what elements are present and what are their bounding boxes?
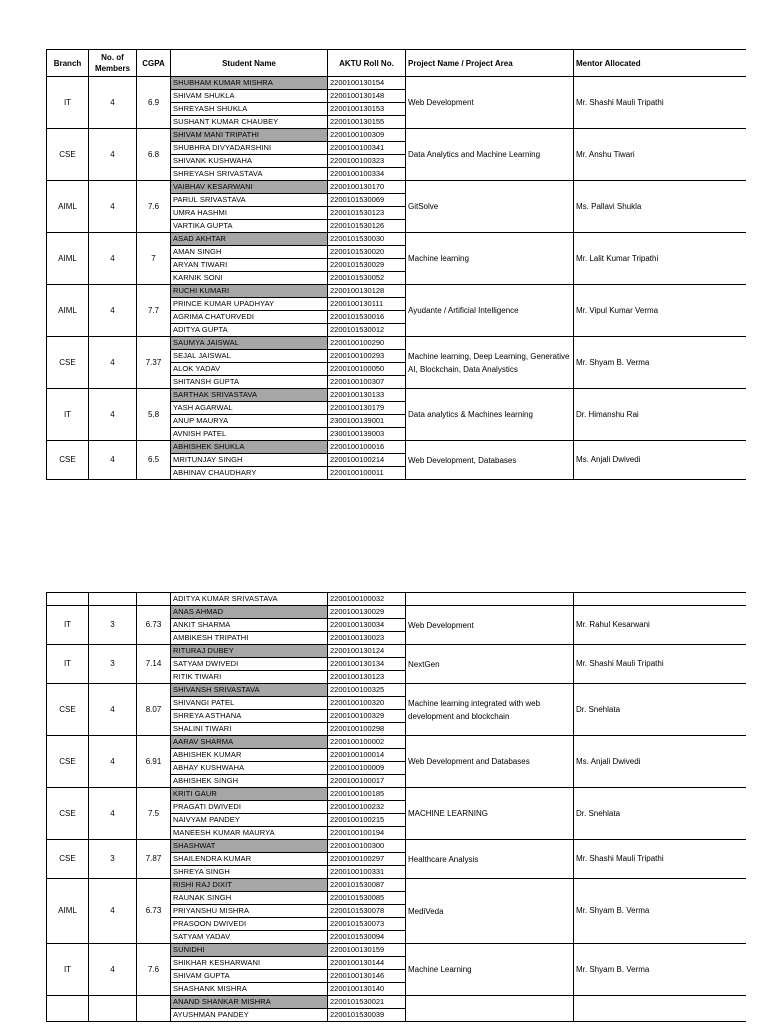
sheet-page-1 xyxy=(46,49,746,487)
branch-cell: IT xyxy=(47,389,89,441)
roll-number: 2200100130144 xyxy=(328,957,406,970)
branch-cell: CSE xyxy=(47,736,89,788)
roll-number: 2200101530016 xyxy=(328,311,406,324)
project-cell: Ayudante / Artificial Intelligence xyxy=(406,285,574,337)
members-cell: 4 xyxy=(89,684,137,736)
mentor-cell: Dr. Snehlata xyxy=(574,684,747,736)
roll-number: 2200100130134 xyxy=(328,658,406,671)
student-name: SHREYA SINGH xyxy=(171,866,328,879)
cgpa-cell: 7.87 xyxy=(137,840,171,879)
cgpa-cell: 7.7 xyxy=(137,285,171,337)
roll-number: 2200100130111 xyxy=(328,298,406,311)
members-cell: 4 xyxy=(89,736,137,788)
table-row xyxy=(47,389,747,402)
student-name: AMBIKESH TRIPATHI xyxy=(171,632,328,645)
roll-number: 2200100130148 xyxy=(328,90,406,103)
table-row xyxy=(47,879,747,892)
team-lead-name: SAUMYA JAISWAL xyxy=(171,337,328,350)
branch-cell: CSE xyxy=(47,129,89,181)
roll-number: 2200100100331 xyxy=(328,866,406,879)
sheet-page-2 xyxy=(46,592,746,1024)
roll-number: 2200101530069 xyxy=(328,194,406,207)
header-members: No. of Members xyxy=(89,50,137,77)
branch-cell: CSE xyxy=(47,337,89,389)
cgpa-cell: 6.9 xyxy=(137,77,171,129)
table-row xyxy=(47,736,747,749)
roll-number: 2200100100014 xyxy=(328,749,406,762)
student-name: SHIKHAR KESHARWANI xyxy=(171,957,328,970)
project-cell: Web Development xyxy=(406,606,574,645)
student-name: SEJAL JAISWAL xyxy=(171,350,328,363)
members-cell: 4 xyxy=(89,285,137,337)
team-lead-name: KRITI GAUR xyxy=(171,788,328,801)
student-name: ABHAY KUSHWAHA xyxy=(171,762,328,775)
team-lead-name: VAIBHAV KESARWANI xyxy=(171,181,328,194)
team-lead-name: AARAV SHARMA xyxy=(171,736,328,749)
members-cell: 4 xyxy=(89,129,137,181)
roll-number: 2300100139001 xyxy=(328,415,406,428)
branch-cell: CSE xyxy=(47,684,89,736)
student-name: SHALINI TIWARI xyxy=(171,723,328,736)
roll-number: 2200101530123 xyxy=(328,207,406,220)
members-cell: 4 xyxy=(89,337,137,389)
header-roll-no: AKTU Roll No. xyxy=(328,50,406,77)
student-name: AYUSHMAN PANDEY xyxy=(171,1009,328,1022)
header-mentor: Mentor Allocated xyxy=(574,50,747,77)
header-student-name: Student Name xyxy=(171,50,328,77)
cgpa-cell: 7.6 xyxy=(137,181,171,233)
team-lead-name: ANAS AHMAD xyxy=(171,606,328,619)
mentor-cell: Ms. Anjali Dwivedi xyxy=(574,736,747,788)
roll-number: 2200101530039 xyxy=(328,1009,406,1022)
branch-cell: AIML xyxy=(47,285,89,337)
continuation-cell xyxy=(89,593,137,606)
team-lead-name: SHASHWAT xyxy=(171,840,328,853)
roll-number: 2200100130023 xyxy=(328,632,406,645)
student-name: VARTIKA GUPTA xyxy=(171,220,328,233)
mentor-cell: Mr. Rahul Kesarwani xyxy=(574,606,747,645)
table-row xyxy=(47,233,747,246)
mentor-cell: Mr. Anshu Tiwari xyxy=(574,129,747,181)
cgpa-cell: 5.8 xyxy=(137,389,171,441)
members-cell: 4 xyxy=(89,233,137,285)
student-name: SHIVANK KUSHWAHA xyxy=(171,155,328,168)
project-cell: Web Development xyxy=(406,77,574,129)
student-name: SHIVAM GUPTA xyxy=(171,970,328,983)
members-cell xyxy=(89,996,137,1022)
table-row xyxy=(47,996,747,1009)
student-name: SUSHANT KUMAR CHAUBEY xyxy=(171,116,328,129)
project-cell: Machine learning xyxy=(406,233,574,285)
continuation-cell xyxy=(47,593,89,606)
branch-cell: AIML xyxy=(47,233,89,285)
roll-number: 2200100130170 xyxy=(328,181,406,194)
cgpa-cell: 7.5 xyxy=(137,788,171,840)
project-cell: Data analytics & Machines learning xyxy=(406,389,574,441)
student-name: AMAN SINGH xyxy=(171,246,328,259)
table-row xyxy=(47,645,747,658)
student-name: NAIVYAM PANDEY xyxy=(171,814,328,827)
team-lead-name: SHUBHAM KUMAR MISHRA xyxy=(171,77,328,90)
student-name: SHREYASH SHUKLA xyxy=(171,103,328,116)
student-name: SHUBHRA DIVYADARSHINI xyxy=(171,142,328,155)
roll-number: 2200101530126 xyxy=(328,220,406,233)
student-name: ALOK YADAV xyxy=(171,363,328,376)
cgpa-cell: 6.5 xyxy=(137,441,171,480)
header-project: Project Name / Project Area xyxy=(406,50,574,77)
mentor-cell: Ms. Anjali Dwivedi xyxy=(574,441,747,480)
roll-number: 2200101530073 xyxy=(328,918,406,931)
members-cell: 3 xyxy=(89,606,137,645)
team-lead-name: RITURAJ DUBEY xyxy=(171,645,328,658)
branch-cell: CSE xyxy=(47,788,89,840)
branch-cell: AIML xyxy=(47,879,89,944)
student-name: ARYAN TIWARI xyxy=(171,259,328,272)
roll-number: 2200100130140 xyxy=(328,983,406,996)
student-name: MRITUNJAY SINGH xyxy=(171,454,328,467)
student-name: ADITYA KUMAR SRIVASTAVA xyxy=(171,593,328,606)
roll-number: 2200100130153 xyxy=(328,103,406,116)
roll-number: 2200100100300 xyxy=(328,840,406,853)
student-name: PARUL SRIVASTAVA xyxy=(171,194,328,207)
members-cell: 4 xyxy=(89,389,137,441)
table-row xyxy=(47,788,747,801)
cgpa-cell: 7.37 xyxy=(137,337,171,389)
student-name: MANEESH KUMAR MAURYA xyxy=(171,827,328,840)
roll-number: 2200100130029 xyxy=(328,606,406,619)
student-name: AGRIMA CHATURVEDI xyxy=(171,311,328,324)
roll-number: 2200100100325 xyxy=(328,684,406,697)
student-name: ANKIT SHARMA xyxy=(171,619,328,632)
mentor-cell: Ms. Pallavi Shukla xyxy=(574,181,747,233)
roll-number: 2200101530094 xyxy=(328,931,406,944)
roll-number: 2200100100334 xyxy=(328,168,406,181)
project-cell: MACHINE LEARNING xyxy=(406,788,574,840)
mentor-cell: Dr. Himanshu Rai xyxy=(574,389,747,441)
mentor-cell: Mr. Shyam B. Verma xyxy=(574,337,747,389)
continuation-cell xyxy=(406,593,574,606)
cgpa-cell: 6.73 xyxy=(137,879,171,944)
members-cell: 4 xyxy=(89,77,137,129)
student-name: ABHISHEK SINGH xyxy=(171,775,328,788)
student-name: SHREYASH SRIVASTAVA xyxy=(171,168,328,181)
student-name: SHASHANK MISHRA xyxy=(171,983,328,996)
table-row xyxy=(47,944,747,957)
team-lead-name: RUCHI KUMARI xyxy=(171,285,328,298)
student-name: AVNISH PATEL xyxy=(171,428,328,441)
roll-number: 2200100100016 xyxy=(328,441,406,454)
student-name: SHITANSH GUPTA xyxy=(171,376,328,389)
mentor-cell: Mr. Lalit Kumar Tripathi xyxy=(574,233,747,285)
members-cell: 4 xyxy=(89,879,137,944)
roll-number: 2200100100329 xyxy=(328,710,406,723)
roll-number: 2200100100194 xyxy=(328,827,406,840)
cgpa-cell: 6.73 xyxy=(137,606,171,645)
student-name: PRAGATI DWIVEDI xyxy=(171,801,328,814)
project-cell: GitSolve xyxy=(406,181,574,233)
mentor-cell: Dr. Snehlata xyxy=(574,788,747,840)
team-lead-name: SHIVANSH SRIVASTAVA xyxy=(171,684,328,697)
cgpa-cell xyxy=(137,996,171,1022)
mentor-cell: Mr. Shyam B. Verma xyxy=(574,879,747,944)
roll-number: 2200100130124 xyxy=(328,645,406,658)
team-lead-name: SUNIDHI xyxy=(171,944,328,957)
roll-number: 2200100100323 xyxy=(328,155,406,168)
roll-number: 2200100130155 xyxy=(328,116,406,129)
student-name: SHIVANGI PATEL xyxy=(171,697,328,710)
roll-number: 2200100130146 xyxy=(328,970,406,983)
table-row xyxy=(47,840,747,853)
roll-number: 2200100100050 xyxy=(328,363,406,376)
branch-cell: CSE xyxy=(47,441,89,480)
student-name: RAUNAK SINGH xyxy=(171,892,328,905)
student-name: KARNIK SONI xyxy=(171,272,328,285)
roll-number: 2200100100017 xyxy=(328,775,406,788)
mentor-cell: Mr. Shashi Mauli Tripathi xyxy=(574,77,747,129)
roll-number: 2200100100341 xyxy=(328,142,406,155)
roll-number: 2200101530078 xyxy=(328,905,406,918)
roll-number: 2200100130123 xyxy=(328,671,406,684)
student-name: SHIVAM SHUKLA xyxy=(171,90,328,103)
roll-number: 2200101530052 xyxy=(328,272,406,285)
project-cell: Machine learning integrated with web development and blockchain xyxy=(406,684,574,736)
roll-number: 2200100100293 xyxy=(328,350,406,363)
branch-cell: IT xyxy=(47,606,89,645)
roll-number: 2200100130133 xyxy=(328,389,406,402)
roll-number: 2200100100009 xyxy=(328,762,406,775)
project-cell: Web Development and Databases xyxy=(406,736,574,788)
roll-number: 2200101530020 xyxy=(328,246,406,259)
project-cell xyxy=(406,996,574,1022)
team-lead-name: SARTHAK SRIVASTAVA xyxy=(171,389,328,402)
student-name: ABHINAV CHAUDHARY xyxy=(171,467,328,480)
mentor-cell xyxy=(574,996,747,1022)
branch-cell xyxy=(47,996,89,1022)
student-name: SHREYA ASTHANA xyxy=(171,710,328,723)
header-branch: Branch xyxy=(47,50,89,77)
student-name: ADITYA GUPTA xyxy=(171,324,328,337)
student-name: PRINCE KUMAR UPADHYAY xyxy=(171,298,328,311)
members-cell: 4 xyxy=(89,441,137,480)
mentor-cell: Mr. Vipul Kumar Verma xyxy=(574,285,747,337)
branch-cell: IT xyxy=(47,77,89,129)
roll-number: 2200100100232 xyxy=(328,801,406,814)
mentor-cell: Mr. Shyam B. Verma xyxy=(574,944,747,996)
team-lead-name: RISHI RAJ DIXIT xyxy=(171,879,328,892)
table-row xyxy=(47,441,747,454)
header-cgpa: CGPA xyxy=(137,50,171,77)
roll-number: 2200101530029 xyxy=(328,259,406,272)
table-row xyxy=(47,337,747,350)
student-name: PRASOON DWIVEDI xyxy=(171,918,328,931)
continuation-cell xyxy=(574,593,747,606)
student-name: YASH AGARWAL xyxy=(171,402,328,415)
table-row xyxy=(47,285,747,298)
members-cell: 3 xyxy=(89,840,137,879)
project-allocation-table-1 xyxy=(46,49,746,480)
project-cell: NextGen xyxy=(406,645,574,684)
roll-number: 2200100100307 xyxy=(328,376,406,389)
roll-number: 2200100100002 xyxy=(328,736,406,749)
branch-cell: CSE xyxy=(47,840,89,879)
table-row xyxy=(47,684,747,697)
student-name: UMRA HASHMI xyxy=(171,207,328,220)
student-name: PRIYANSHU MISHRA xyxy=(171,905,328,918)
roll-number: 2200100100309 xyxy=(328,129,406,142)
branch-cell: IT xyxy=(47,645,89,684)
student-name: ABHISHEK KUMAR xyxy=(171,749,328,762)
roll-number: 2200101530030 xyxy=(328,233,406,246)
roll-number: 2200100130154 xyxy=(328,77,406,90)
cgpa-cell: 7.6 xyxy=(137,944,171,996)
roll-number: 2200100100290 xyxy=(328,337,406,350)
roll-number: 2200100100297 xyxy=(328,853,406,866)
team-lead-name: ASAD AKHTAR xyxy=(171,233,328,246)
cgpa-cell: 7.14 xyxy=(137,645,171,684)
table-body-2 xyxy=(47,593,747,1022)
branch-cell: AIML xyxy=(47,181,89,233)
cgpa-cell: 6.8 xyxy=(137,129,171,181)
roll-number: 2200100130159 xyxy=(328,944,406,957)
branch-cell: IT xyxy=(47,944,89,996)
cgpa-cell: 7 xyxy=(137,233,171,285)
roll-number: 2200100100032 xyxy=(328,593,406,606)
student-name: SATYAM DWIVEDI xyxy=(171,658,328,671)
cgpa-cell: 6.91 xyxy=(137,736,171,788)
roll-number: 2300100139003 xyxy=(328,428,406,441)
table-row xyxy=(47,606,747,619)
table-row xyxy=(47,181,747,194)
roll-number: 2200100100214 xyxy=(328,454,406,467)
roll-number: 2200100100298 xyxy=(328,723,406,736)
roll-number: 2200101530021 xyxy=(328,996,406,1009)
members-cell: 3 xyxy=(89,645,137,684)
student-name: ANUP MAURYA xyxy=(171,415,328,428)
roll-number: 2200100130034 xyxy=(328,619,406,632)
continuation-cell xyxy=(137,593,171,606)
members-cell: 4 xyxy=(89,181,137,233)
roll-number: 2200100130179 xyxy=(328,402,406,415)
student-name: SATYAM YADAV xyxy=(171,931,328,944)
table-row xyxy=(47,129,747,142)
team-lead-name: ABHISHEK SHUKLA xyxy=(171,441,328,454)
roll-number: 2200101530087 xyxy=(328,879,406,892)
project-cell: Web Development, Databases xyxy=(406,441,574,480)
project-cell: Healthcare Analysis xyxy=(406,840,574,879)
roll-number: 2200100130128 xyxy=(328,285,406,298)
team-lead-name: SHIVAM MANI TRIPATHI xyxy=(171,129,328,142)
mentor-cell: Mr. Shashi Mauli Tripathi xyxy=(574,645,747,684)
roll-number: 2200100100185 xyxy=(328,788,406,801)
table-row xyxy=(47,77,747,90)
project-cell: Data Analytics and Machine Learning xyxy=(406,129,574,181)
student-name: SHAILENDRA KUMAR xyxy=(171,853,328,866)
student-name: RITIK TIWARI xyxy=(171,671,328,684)
project-cell: Machine Learning xyxy=(406,944,574,996)
project-cell: MediVeda xyxy=(406,879,574,944)
roll-number: 2200100100215 xyxy=(328,814,406,827)
table-body-1 xyxy=(47,77,747,480)
roll-number: 2200101530085 xyxy=(328,892,406,905)
project-allocation-table-2 xyxy=(46,592,746,1022)
cgpa-cell: 8.07 xyxy=(137,684,171,736)
roll-number: 2200101530012 xyxy=(328,324,406,337)
roll-number: 2200100100320 xyxy=(328,697,406,710)
team-lead-name: ANAND SHANKAR MISHRA xyxy=(171,996,328,1009)
project-cell: Machine learning, Deep Learning, Generative AI, Blockchain, Data Analystics xyxy=(406,337,574,389)
members-cell: 4 xyxy=(89,788,137,840)
members-cell: 4 xyxy=(89,944,137,996)
roll-number: 2200100100011 xyxy=(328,467,406,480)
mentor-cell: Mr. Shashi Mauli Tripathi xyxy=(574,840,747,879)
